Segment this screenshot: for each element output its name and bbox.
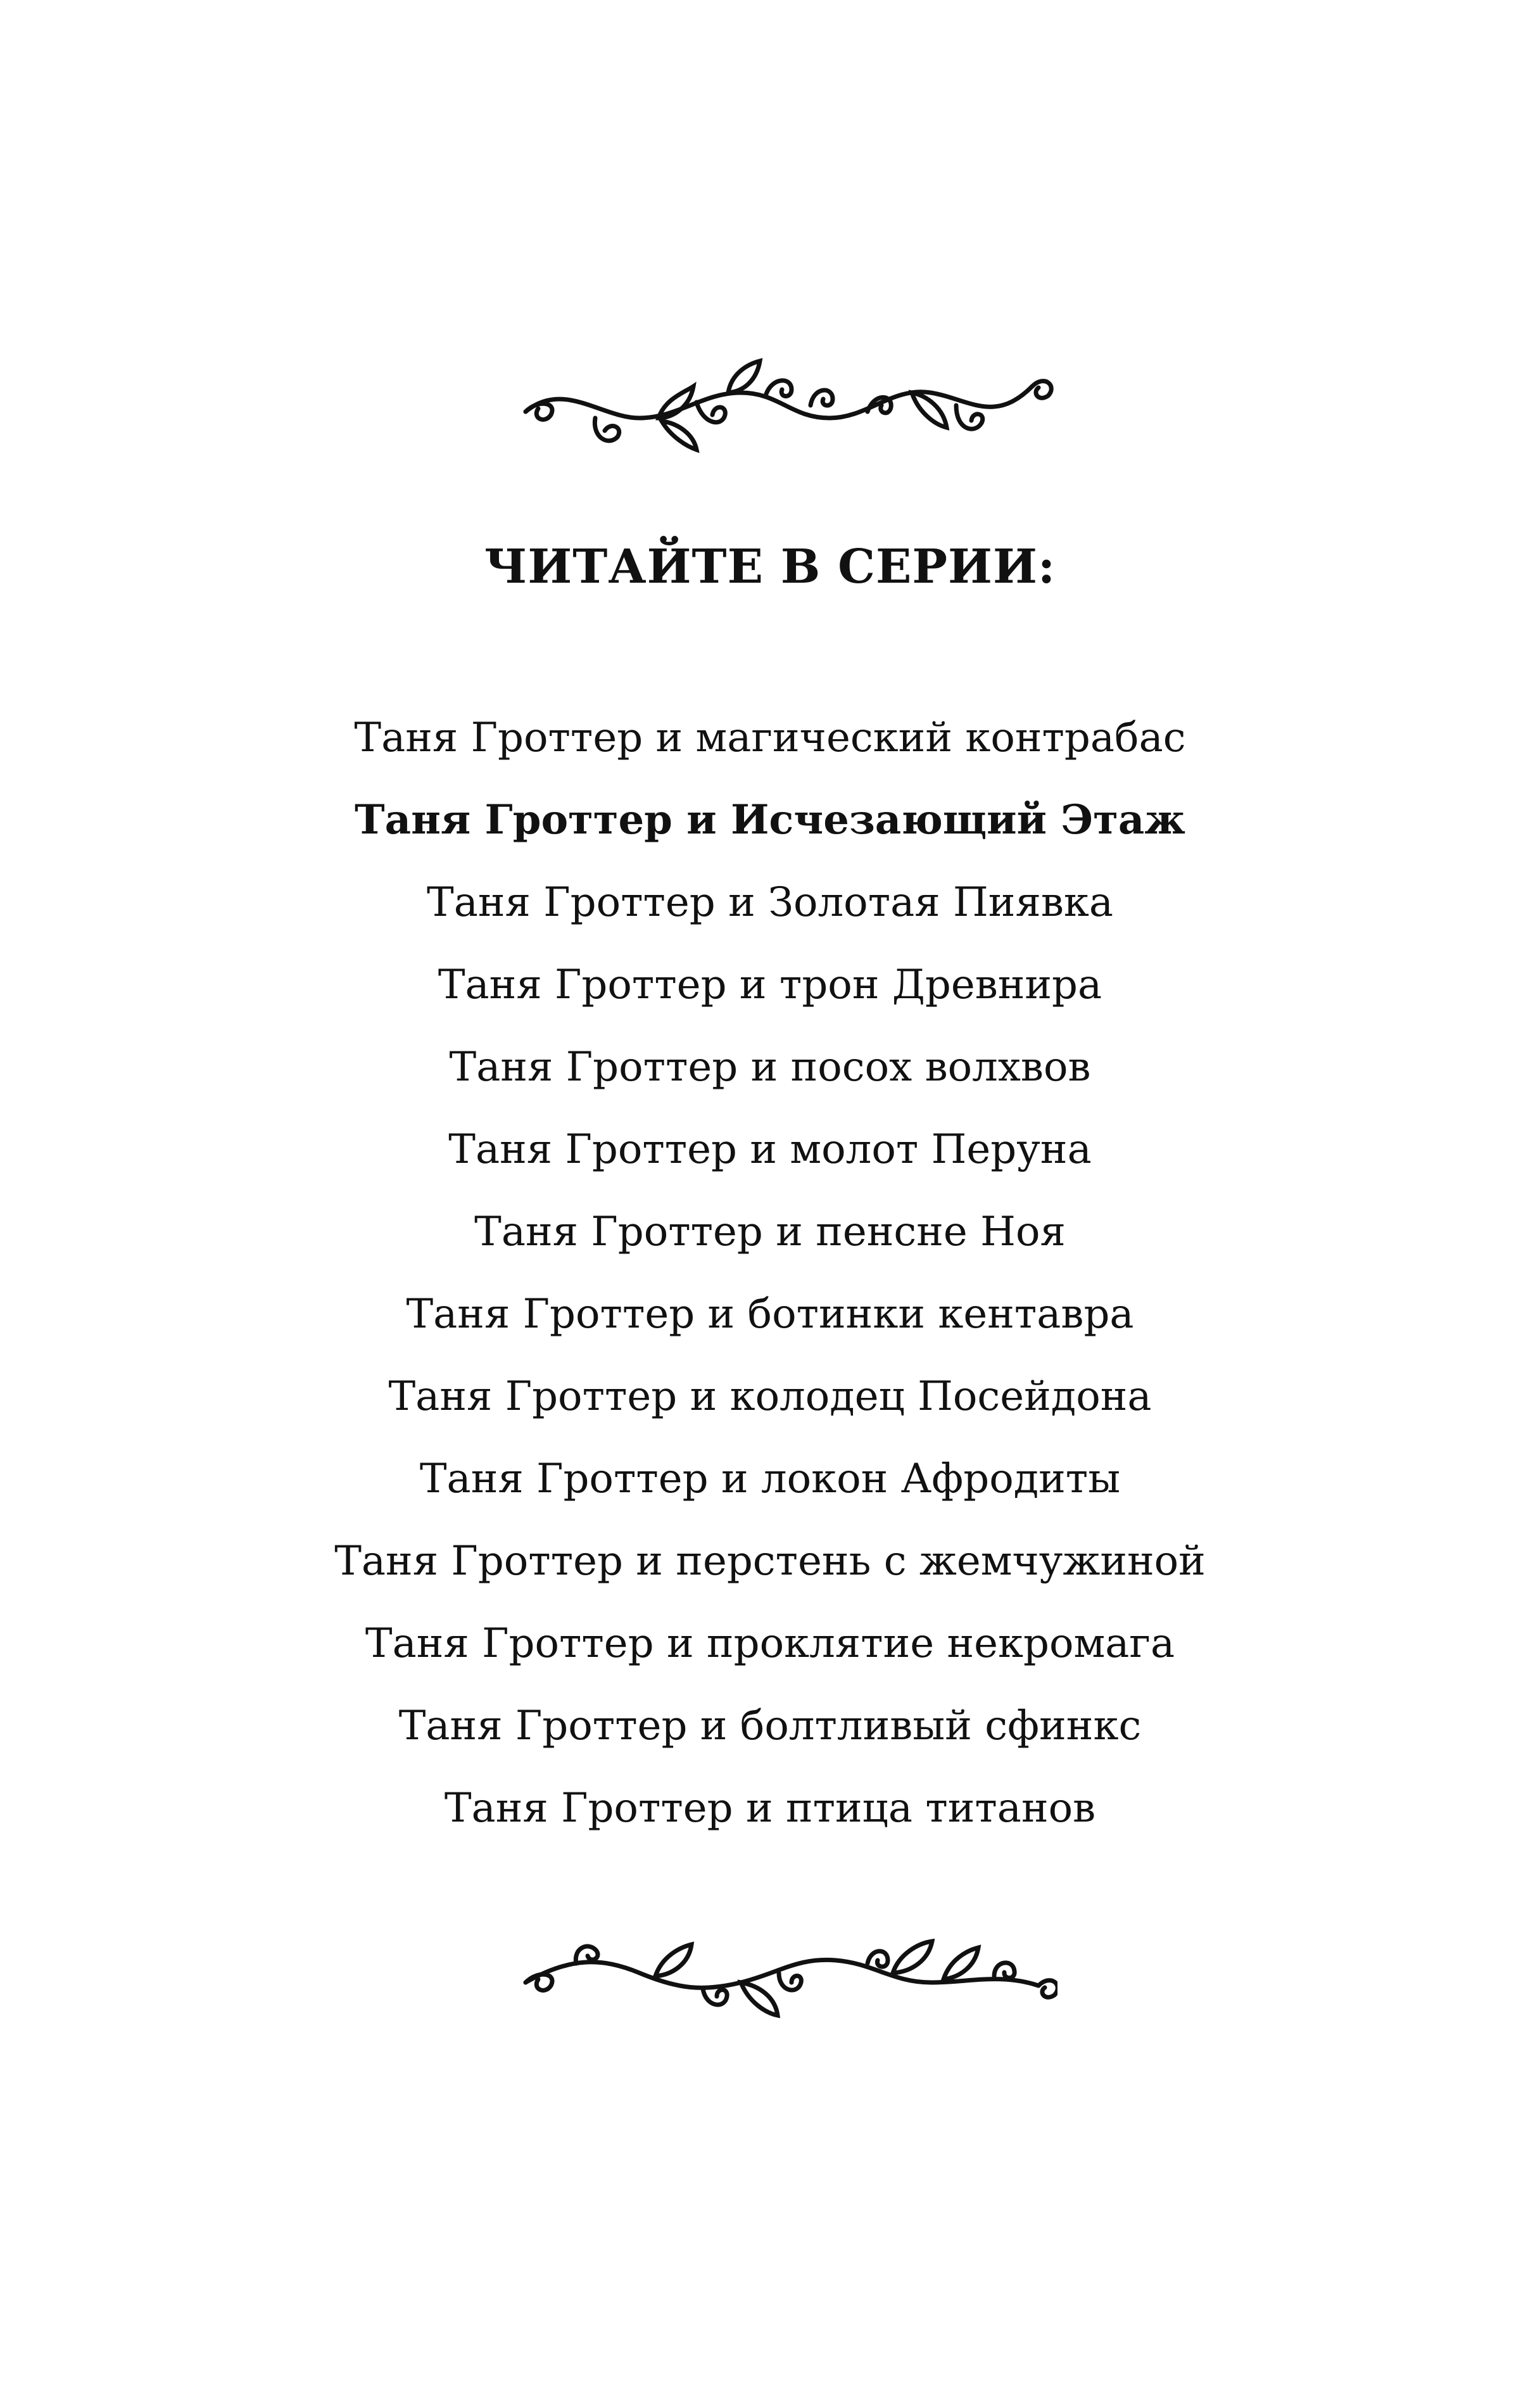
series-title: Таня Гроттер и ботинки кентавра	[406, 1291, 1134, 1338]
series-title: Таня Гроттер и болтливый сфинкс	[398, 1703, 1142, 1749]
series-title: Таня Гроттер и молот Перуна	[448, 1126, 1092, 1173]
series-title: Таня Гроттер и перстень с жемчужиной	[334, 1538, 1206, 1585]
series-title-list	[0, 697, 1540, 1849]
series-title: Таня Гроттер и посох волхвов	[449, 1044, 1091, 1091]
series-title: Таня Гроттер и колодец Посейдона	[388, 1373, 1152, 1420]
series-title: Таня Гроттер и магический контрабас	[354, 714, 1186, 761]
series-title: Таня Гроттер и трон Древнира	[438, 961, 1102, 1008]
series-heading: ЧИТАЙТЕ В СЕРИИ:	[484, 540, 1056, 594]
series-title-current: Таня Гроттер и Исчезающий Этаж	[355, 796, 1185, 844]
series-title: Таня Гроттер и Золотая Пиявка	[427, 879, 1113, 926]
vine-ornament-icon	[513, 342, 1057, 469]
vine-ornament-icon	[513, 1913, 1057, 2039]
series-title: Таня Гроттер и птица титанов	[444, 1785, 1096, 1832]
series-title: Таня Гроттер и пенсне Ноя	[474, 1208, 1066, 1255]
series-title: Таня Гроттер и локон Афродиты	[419, 1456, 1121, 1502]
series-title: Таня Гроттер и проклятие некромага	[365, 1620, 1175, 1667]
